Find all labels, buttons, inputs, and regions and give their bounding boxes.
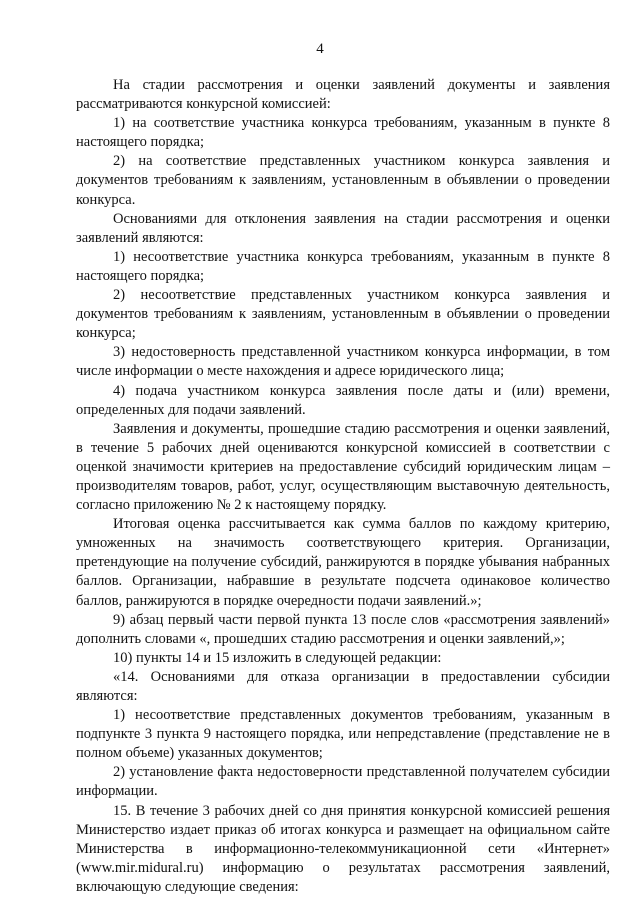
paragraph-review-item-2: 2) на соответствие представленных участником конкурса заявления и документов требованиям к заявлениям, установленным в объявлении о проведении конкурса. <box>76 153 610 208</box>
paragraph-review-stage: На стадии рассмотрения и оценки заявлений документы и заявления рассматриваются конкурсной комиссией: <box>76 77 610 113</box>
paragraph-rejection-item-2: 2) несоответствие представленных участником конкурса заявления и документов требованиям к заявлениям, установленным в объявлении о проведении конкурса; <box>76 287 610 342</box>
document-body <box>76 76 610 897</box>
paragraph-rejection-item-4: 4) подача участником конкурса заявления после даты и (или) времени, определенных для подачи заявлений. <box>76 382 610 418</box>
paragraph-amendment-9: 9) абзац первый части первой пункта 13 после слов «рассмотрения заявлений» дополнить словами «, прошедших стадию рассмотрения и оценки заявлений,»; <box>76 611 610 647</box>
paragraph-refusal-grounds: «14. Основаниями для отказа организации в предоставлении субсидии являются: <box>76 668 610 704</box>
paragraph-rejection-item-3: 3) недостоверность представленной участником конкурса информации, в том числе информации о месте нахождения и адресе юридического лица; <box>76 344 610 380</box>
paragraph-final-score: Итоговая оценка рассчитывается как сумма баллов по каждому критерию, умноженных на значимость соответствующего критерия. Организации, претендующие на получение субсидий, ранжируются в порядке убывания набранных баллов. Организации, набравшие в результате подсчета одинаковое количество баллов, ранжируются в порядке очередности подачи заявлений.»; <box>76 516 610 609</box>
paragraph-review-item-1: 1) на соответствие участника конкурса требованиям, указанным в пункте 8 настоящего порядка; <box>76 115 610 151</box>
paragraph-rejection-item-1: 1) несоответствие участника конкурса требованиям, указанным в пункте 8 настоящего порядка; <box>76 248 610 284</box>
paragraph-rejection-grounds: Основаниями для отклонения заявления на стадии рассмотрения и оценки заявлений являются: <box>76 210 610 246</box>
paragraph-refusal-item-2: 2) установление факта недостоверности представленной получателем субсидии информации. <box>76 764 610 800</box>
paragraph-results-publication: 15. В течение 3 рабочих дней со дня принятия конкурсной комиссией решения Министерство издает приказ об итогах конкурса и размещает на официальном сайте Министерства в информационно-телекоммуникационной сети «Интернет» (www.mir.midural.ru) информацию о результатах рассмотрения заявлений, включающую следующие сведения: <box>76 802 610 895</box>
paragraph-evaluation: Заявления и документы, прошедшие стадию рассмотрения и оценки заявлений, в течение 5 рабочих дней оцениваются конкурсной комиссией в соответствии с оценкой значимости критериев на предоставление субсидий юридическим лицам – производителям товаров, работ, услуг, осуществляющим выставочную деятельность, согласно приложению № 2 к настоящему порядку. <box>76 420 610 514</box>
paragraph-refusal-item-1: 1) несоответствие представленных документов требованиям, указанным в подпункте 3 пункта 9 настоящего порядка, или непредставление (представление не в полном объеме) указанных документов; <box>76 707 610 762</box>
paragraph-amendment-10: 10) пункты 14 и 15 изложить в следующей редакции: <box>113 649 442 666</box>
page-number: 4 <box>316 41 324 57</box>
